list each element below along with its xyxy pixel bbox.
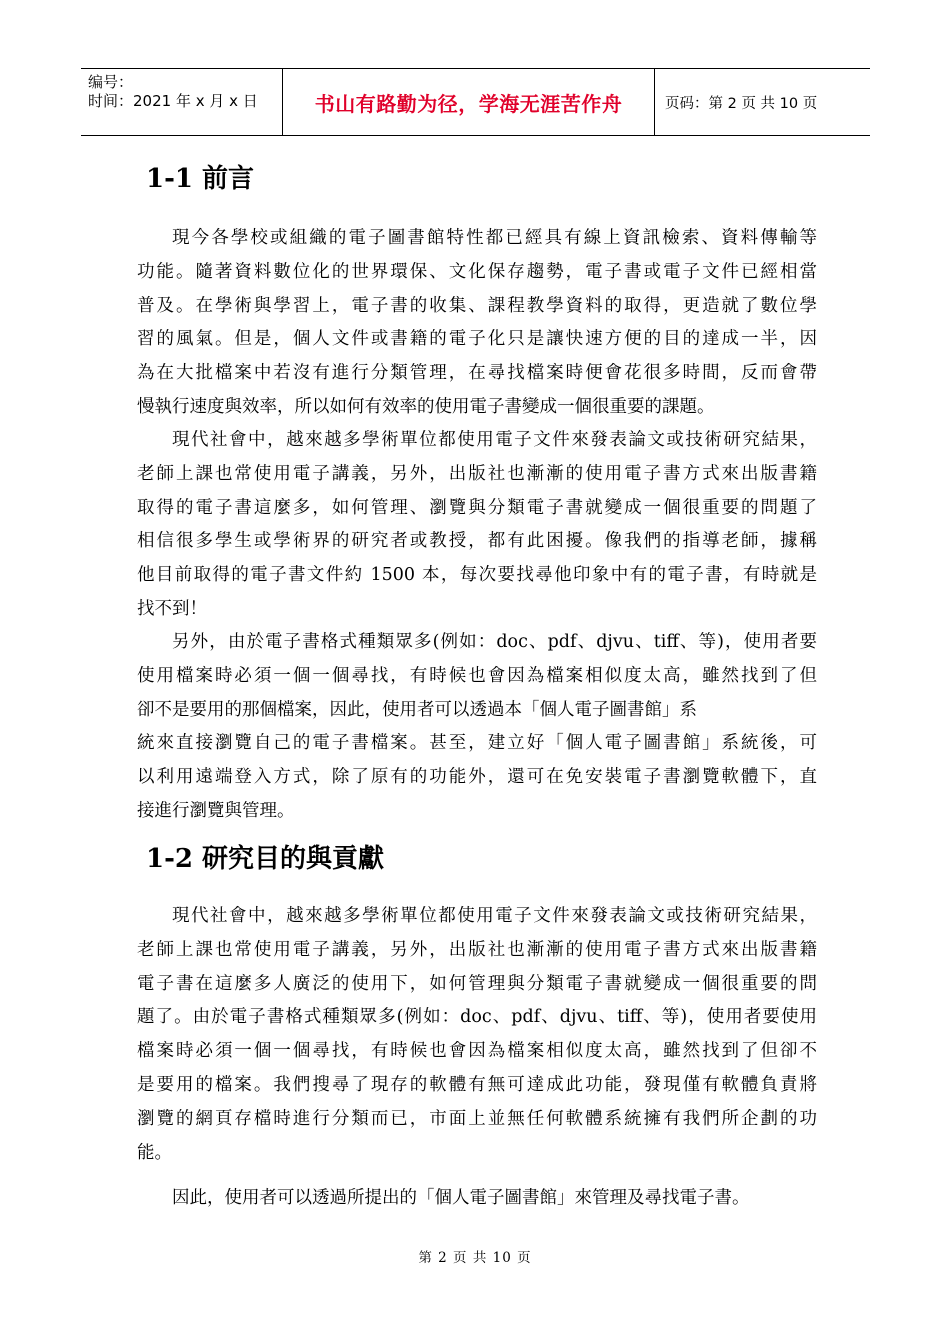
paragraph [137,626,817,829]
text-line: 統來直接瀏覽自己的電子書檔案。甚至，建立好「個人電子圖書館」系統後，可 [137,733,817,754]
header-page-code: 页码：第 2 页 共 10 页 [665,95,818,112]
page-footer: 第 2 页 共 10 页 [418,1250,532,1266]
text-line: 使用檔案時必須一個一個尋找，有時候也會因為檔案相似度太高，雖然找到了但 [137,665,817,686]
text-line: 現代社會中，越來越多學術單位都使用電子文件來發表論文或技術研究結果， [172,906,817,926]
header-meta [81,69,283,135]
header-motto: 书山有路勤为径，学海无涯苦作舟 [283,69,655,135]
text-line: 能。 [137,1142,172,1163]
text-line: 電子書在這麼多人廣泛的使用下，如何管理與分類電子書就變成一個很重要的問 [137,973,817,994]
text-line: 因此，使用者可以透過所提出的「個人電子圖書館」來管理及尋找電子書。 [172,1188,750,1208]
text-line: 老師上課也常使用電子講義，另外，出版社也漸漸的使用電子書方式來出版書籍 [137,939,817,960]
text-line: 普及。在學術與學習上，電子書的收集、課程教學資料的取得，更造就了數位學 [137,295,817,316]
page-header [81,68,870,136]
text-line: 現代社會中，越來越多學術單位都使用電子文件來發表論文或技術研究結果， [172,430,817,450]
text-line: 現今各學校或組織的電子圖書館特性都已經具有線上資訊檢索、資料傳輸等 [172,228,817,248]
paragraph [137,900,817,1170]
number-label: 编号： [88,73,134,91]
paragraph [137,424,817,627]
text-line: 老師上課也常使用電子講義，另外，出版社也漸漸的使用電子書方式來出版書籍 [137,463,817,484]
section-heading-purpose: 1-2 研究目的與貢獻 [146,844,385,874]
text-line: 是要用的檔案。我們搜尋了現存的軟體有無可達成此功能，發現僅有軟體負責將 [137,1074,817,1095]
time-label: 时间：2021 年 x 月 x 日 [88,92,258,110]
text-line: 慢執行速度與效率，所以如何有效率的使用電子書變成一個很重要的課題。 [137,396,715,417]
text-line: 接進行瀏覽與管理。 [137,800,295,821]
text-line: 找不到！ [137,598,207,619]
text-line: 功能。隨著資料數位化的世界環保、文化保存趨勢，電子書或電子文件已經相當 [137,261,817,282]
text-line: 題了。由於電子書格式種類眾多(例如：doc、pdf、djvu、tiff、等)，使用者要使用 [137,1007,817,1028]
text-line: 卻不是要用的那個檔案，因此，使用者可以透過本「個人電子圖書館」系 [137,699,697,720]
text-line: 為在大批檔案中若沒有進行分類管理，在尋找檔案時便會花很多時間，反而會帶 [137,363,817,384]
text-line: 相信很多學生或學術界的研究者或教授，都有此困擾。像我們的指導老師，據稱 [137,531,817,552]
text-line: 取得的電子書這麼多，如何管理、瀏覽與分類電子書就變成一個很重要的問題了 [137,497,817,518]
text-line: 另外，由於電子書格式種類眾多(例如：doc、pdf、djvu、tiff、等)，使用者要 [172,632,817,652]
text-line: 瀏覽的網頁存檔時進行分類而已，市面上並無任何軟體系統擁有我們所企劃的功 [137,1108,817,1129]
text-line: 習的風氣。但是，個人文件或書籍的電子化只是讓快速方便的目的達成一半，因 [137,329,817,350]
paragraph [137,1182,817,1216]
section-heading-preface: 1-1 前言 [146,164,255,194]
text-line: 以利用遠端登入方式，除了原有的功能外，還可在免安裝電子書瀏覽軟體下，直 [137,767,817,788]
text-line: 檔案時必須一個一個尋找，有時候也會因為檔案相似度太高，雖然找到了但卻不 [137,1041,817,1062]
paragraph [137,222,817,425]
text-line: 他目前取得的電子書文件約 1500 本，每次要找尋他印象中有的電子書，有時就是 [137,565,817,586]
